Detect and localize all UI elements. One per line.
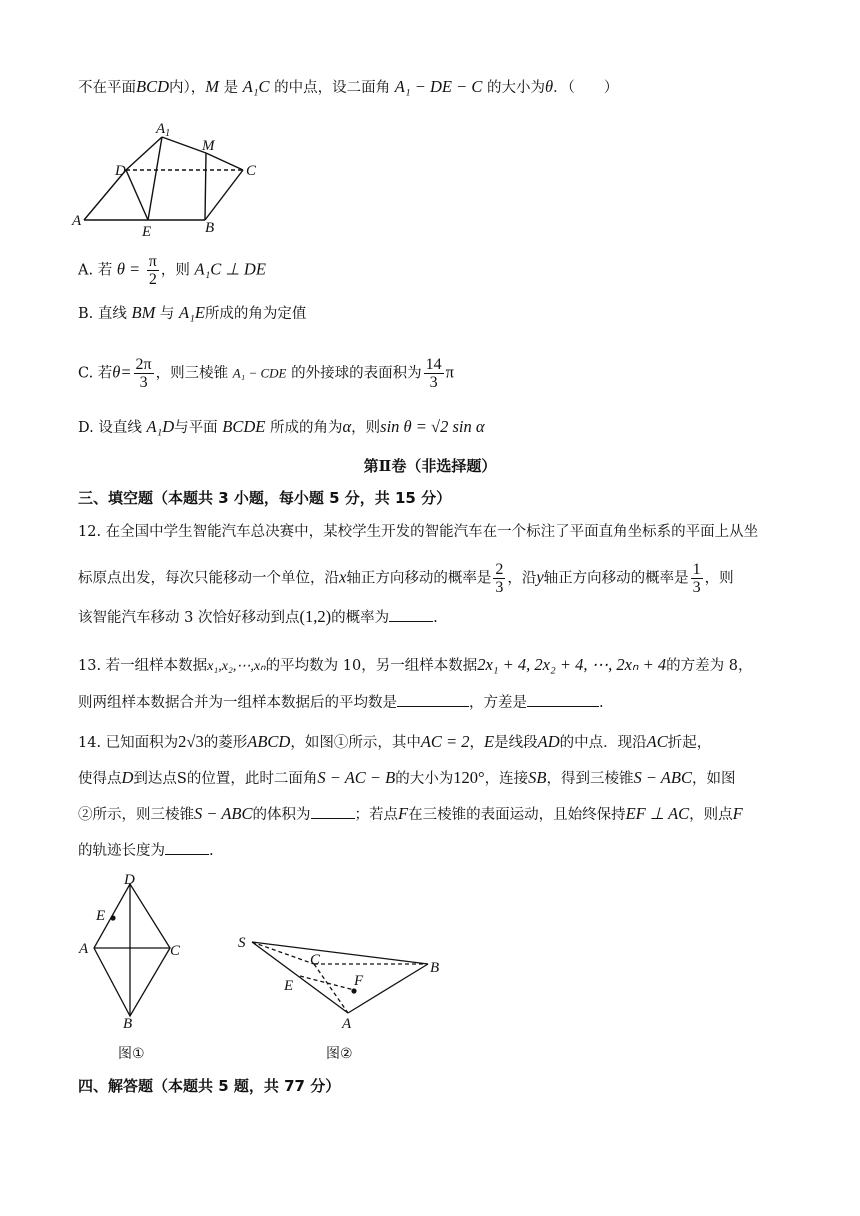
text: 内）， <box>169 80 206 96</box>
label-C: C <box>246 163 257 179</box>
option-c <box>78 356 454 391</box>
label-B: B <box>123 1016 133 1032</box>
label-A: A <box>342 1016 352 1032</box>
text: B. 直线 <box>78 306 127 322</box>
q12-line1: 12. 在全国中学生智能汽车总决赛中，某校学生开发的智能汽车在一个标注了平面直角坐标系的平面上从坐 <box>78 524 759 540</box>
q11-tail-line <box>78 76 618 99</box>
math: A₁ − CDE <box>232 365 287 381</box>
q12-line2: 标原点出发，每次只能移动一个单位，沿x轴正方向移动的概率是 $\frac{2}{3}$ ，沿y轴正方向移动的概率是 $\frac{1}{3}$ ，则 <box>78 561 734 596</box>
option-b <box>78 302 306 325</box>
option-a <box>78 253 266 288</box>
answer-blank-length[interactable] <box>165 854 209 855</box>
option-d <box>78 416 485 439</box>
math: θ= <box>112 362 132 382</box>
label-F: F <box>354 973 364 989</box>
label-A1: $A_1$ <box>156 121 171 139</box>
fraction: $\frac{\pi}{2}$ <box>148 253 157 288</box>
label-S: S <box>238 935 246 951</box>
math: α <box>342 417 352 436</box>
math: BM <box>131 303 156 322</box>
label-A: A <box>79 941 89 957</box>
text: 与 <box>155 306 180 322</box>
figure-caption: 图② <box>326 1046 353 1062</box>
q14-line2: 使得点D到达点S的位置，此时二面角S − AC − B的大小为120°，连接SB，得到三棱锥S − ABC，如图 <box>78 768 736 787</box>
math: BCD <box>136 77 169 96</box>
math: A₁D <box>146 417 175 436</box>
text: 的中点，设二面角 <box>269 80 395 96</box>
text: ，则 <box>351 420 381 436</box>
text: 所成的角为定值 <box>204 306 307 322</box>
text: A. 若 <box>78 262 113 279</box>
section3-heading: 三、填空题（本题共 3 小题，每小题 5 分，共 15 分） <box>78 489 452 507</box>
fraction: $\frac{2\pi}{3}$ <box>135 356 152 391</box>
text: C. 若 <box>78 365 113 382</box>
text: 与平面 <box>174 420 218 436</box>
math: A₁C ⊥ DE <box>194 259 266 279</box>
q13-line2: 则两组样本数据合并为一组样本数据后的平均数是 ，方差是 . <box>78 695 604 711</box>
label-M: M <box>202 138 215 154</box>
label-D: D <box>115 163 126 179</box>
math: A₁C <box>242 77 270 96</box>
label-C: C <box>170 943 181 959</box>
q14-line3: ②所示，则三棱锥S − ABC的体积为 ；若点F在三棱锥的表面运动，且始终保持EF ⊥ AC，则点F <box>78 804 743 823</box>
figure-caption: 图① <box>118 1046 145 1062</box>
label-B: B <box>205 220 215 236</box>
text: ．（ ） <box>553 80 619 96</box>
q14-line4: 的轨迹长度为 . <box>78 843 214 859</box>
q13-line1: 13. 若一组样本数据x₁,x₂,⋯,xₙ的平均数为 10，另一组样本数据2x₁ + 4, 2x₂ + 4, ⋯, 2xₙ + 4的方差为 8， <box>78 655 753 674</box>
section2-title: 第Ⅱ卷（非选择题） <box>363 457 497 475</box>
label-E: E <box>142 224 152 240</box>
text: 所成的角为 <box>269 420 343 436</box>
label-E: E <box>96 908 106 924</box>
text: 的大小为 <box>482 80 545 96</box>
text: 不在平面 <box>78 80 136 96</box>
math: θ <box>544 77 554 96</box>
figure-q11 <box>70 115 270 240</box>
text: 是 <box>219 80 243 96</box>
text: 的外接球的表面积为 <box>291 365 422 382</box>
section4-heading: 四、解答题（本题共 5 题，共 77 分） <box>78 1077 341 1095</box>
figure-pyramid <box>230 920 460 1066</box>
label-A: A <box>72 213 82 229</box>
text: ，则 <box>160 262 190 279</box>
math: sin θ = √2 sin α <box>380 417 485 436</box>
label-C: C <box>310 952 321 968</box>
answer-blank-variance[interactable] <box>527 706 599 707</box>
answer-blank[interactable] <box>389 621 433 622</box>
math: A₁E <box>179 303 205 322</box>
math: M <box>205 77 219 96</box>
math: A₁ − DE − C <box>394 77 483 96</box>
q14-line1: 14. 已知面积为2√3的菱形ABCD，如图①所示，其中AC = 2，E是线段AD的中点．现沿AC折起， <box>78 732 712 751</box>
q12-line3: 该智能汽车移动 3 次恰好移动到点(1,2)的概率为 . <box>78 607 438 626</box>
text: D. 设直线 <box>78 420 142 436</box>
answer-blank-mean[interactable] <box>397 706 469 707</box>
figure-rhombus <box>74 868 194 1066</box>
text: ，则三棱锥 <box>155 365 229 382</box>
math: BCDE <box>222 417 266 436</box>
label-B: B <box>430 960 440 976</box>
fraction: $\frac{2}{3}$ <box>495 561 504 596</box>
math: θ = <box>116 259 141 279</box>
label-D: D <box>124 872 135 888</box>
fraction: $\frac{14}{3}$ <box>425 356 442 391</box>
label-E: E <box>284 978 294 994</box>
math: π <box>445 362 454 382</box>
fraction: $\frac{1}{3}$ <box>692 561 701 596</box>
answer-blank-volume[interactable] <box>311 818 355 819</box>
